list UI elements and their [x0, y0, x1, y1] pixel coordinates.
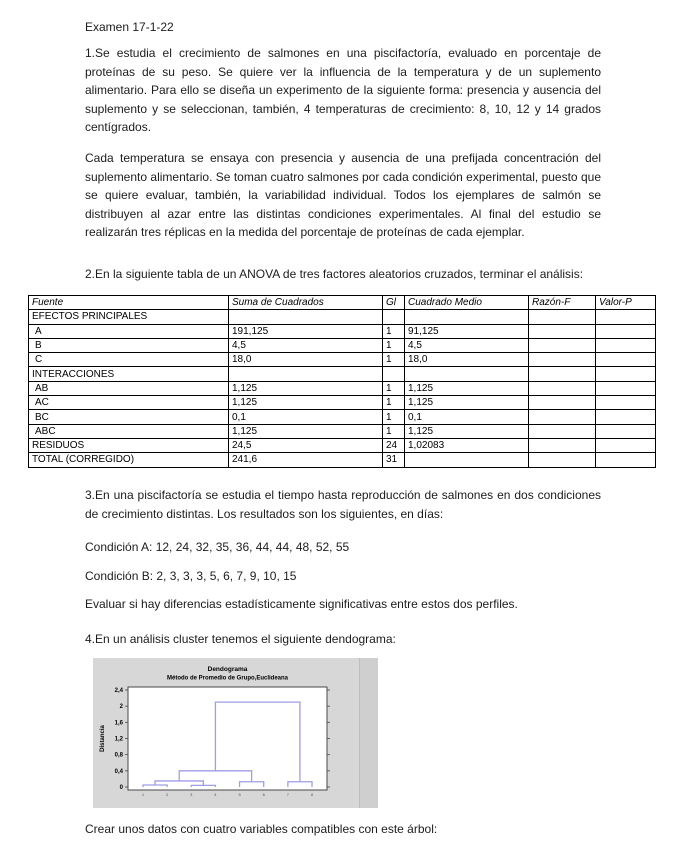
- y-tick-label: 2: [119, 704, 123, 711]
- table-row: [29, 453, 656, 467]
- q4-intro: 4.En un análisis cluster tenemos el siguiente dendograma:: [85, 632, 396, 646]
- table-cell: TOTAL (CORREGIDO): [29, 453, 229, 467]
- table-cell: 1,125: [229, 424, 383, 438]
- q1-paragraph-2: Cada temperatura se ensaya con presencia y ausencia de una prefijada concentración del suplemento alimentario. Se toman cuatro salmones por cada condición experimental, puesto que se quiere evaluar, también, la variabilidad individual. Todos los ejemplares de salmón se distribuyen al azar entre las distintas condiciones experimentales. Al final del estudio se realizarán tres réplicas en la medida del porcentaje de proteínas de cada ejemplar.: [85, 151, 601, 239]
- table-row: [29, 338, 656, 352]
- q3-condition-b: Condición B: 2, 3, 3, 3, 5, 6, 7, 9, 10, 15: [85, 569, 297, 583]
- table-cell: [529, 381, 596, 395]
- table-cell: 24,5: [229, 438, 383, 452]
- table-cell: [596, 424, 656, 438]
- table-row: [29, 324, 656, 338]
- chart-title: Dendograma: [207, 666, 248, 673]
- table-cell: [529, 324, 596, 338]
- table-cell: 1,125: [405, 381, 529, 395]
- table-cell: C: [29, 353, 229, 367]
- table-cell: [383, 310, 405, 324]
- table-cell: ABC: [29, 424, 229, 438]
- table-cell: [596, 310, 656, 324]
- table-row: [29, 396, 656, 410]
- figure-right-panel: [359, 658, 378, 808]
- anova-column-header: Gl: [383, 296, 405, 310]
- table-row: [29, 381, 656, 395]
- leaf-label: 2: [166, 792, 169, 797]
- anova-column-header: Fuente: [29, 296, 229, 310]
- table-cell: [529, 396, 596, 410]
- table-cell: AC: [29, 396, 229, 410]
- table-row: [29, 424, 656, 438]
- table-cell: 91,125: [405, 324, 529, 338]
- table-cell: [596, 338, 656, 352]
- q1-paragraph-1: 1.Se estudia el crecimiento de salmones en una piscifactoría, evaluado en porcentaje de proteínas de su peso. Se quiere ver la influencia de la temperatura y de un suplemento alimentario. Para ello se diseña un experimento de la siguiente forma: presencia y ausencia del suplemento y se seleccionan, también, 4 temperaturas de crecimiento: 8, 10, 12 y 14 grados centígrados.: [85, 46, 601, 134]
- table-cell: [405, 310, 529, 324]
- anova-column-header: Valor-P: [596, 296, 656, 310]
- table-cell: 1: [383, 410, 405, 424]
- table-cell: 1: [383, 396, 405, 410]
- table-row: [29, 438, 656, 452]
- table-cell: [405, 367, 529, 381]
- y-tick-label: 1,6: [114, 720, 123, 727]
- table-cell: 191,125: [229, 324, 383, 338]
- table-cell: 1: [383, 381, 405, 395]
- anova-column-header: Razón-F: [529, 296, 596, 310]
- y-tick-label: 0,4: [114, 768, 123, 775]
- leaf-label: 1: [141, 792, 145, 797]
- table-row: [29, 353, 656, 367]
- table-cell: BC: [29, 410, 229, 424]
- chart-subtitle: Método de Promedio de Grupo,Euclideana: [166, 675, 289, 682]
- leaf-label: 7: [286, 792, 289, 797]
- table-cell: 1: [383, 338, 405, 352]
- table-cell: 1,02083: [405, 438, 529, 452]
- table-cell: [529, 453, 596, 467]
- table-cell: B: [29, 338, 229, 352]
- y-tick-label: 0: [119, 785, 123, 791]
- table-cell: [529, 353, 596, 367]
- y-tick-label: 0,8: [114, 752, 123, 759]
- page-title: Examen 17-1-22: [85, 20, 174, 34]
- table-cell: 4,5: [229, 338, 383, 352]
- y-tick-label: 1,2: [114, 736, 123, 743]
- dendrogram-figure: [93, 658, 378, 808]
- table-cell: [596, 453, 656, 467]
- y-tick-label: 2,4: [114, 688, 123, 694]
- table-cell: [596, 324, 656, 338]
- q3-outro: Evaluar si hay diferencias estadísticamente significativas entre estos dos perfiles.: [85, 597, 518, 611]
- table-cell: 4,5: [405, 338, 529, 352]
- table-cell: INTERACCIONES: [29, 367, 229, 381]
- table-cell: [229, 310, 383, 324]
- table-cell: 1,125: [405, 396, 529, 410]
- q2-intro: 2.En la siguiente tabla de un ANOVA de tres factores aleatorios cruzados, terminar el análisis:: [85, 267, 584, 281]
- table-row: [29, 310, 656, 324]
- table-cell: 18,0: [405, 353, 529, 367]
- table-cell: [383, 367, 405, 381]
- table-cell: [529, 367, 596, 381]
- leaf-label: 6: [262, 792, 265, 797]
- y-axis-label: Distancia: [100, 725, 106, 752]
- table-cell: AB: [29, 381, 229, 395]
- table-cell: [529, 338, 596, 352]
- table-cell: RESIDUOS: [29, 438, 229, 452]
- table-cell: 0,1: [405, 410, 529, 424]
- table-cell: 31: [383, 453, 405, 467]
- table-cell: [596, 353, 656, 367]
- table-cell: 1: [383, 353, 405, 367]
- table-cell: [529, 310, 596, 324]
- table-cell: [596, 410, 656, 424]
- table-cell: 1: [383, 424, 405, 438]
- q4-outro: Crear unos datos con cuatro variables compatibles con este árbol:: [85, 822, 438, 836]
- table-cell: 0,1: [229, 410, 383, 424]
- table-cell: 1,125: [229, 396, 383, 410]
- table-row: [29, 410, 656, 424]
- table-row: [29, 367, 656, 381]
- anova-table: [28, 295, 656, 468]
- leaf-label: 3: [190, 792, 193, 797]
- q3-intro: 3.En una piscifactoría se estudia el tiempo hasta reproducción de salmones en dos condiciones de crecimiento distintas. Los resultados son los siguientes, en días:: [85, 488, 601, 521]
- table-cell: [529, 410, 596, 424]
- table-cell: 1: [383, 324, 405, 338]
- table-cell: EFECTOS PRINCIPALES: [29, 310, 229, 324]
- leaf-label: 8: [310, 792, 314, 797]
- table-cell: 241,6: [229, 453, 383, 467]
- table-cell: [529, 438, 596, 452]
- table-cell: [596, 367, 656, 381]
- dendrogram-chart: [93, 658, 378, 808]
- table-cell: 24: [383, 438, 405, 452]
- table-cell: 18,0: [229, 353, 383, 367]
- table-cell: [229, 367, 383, 381]
- q3-condition-a: Condición A: 12, 24, 32, 35, 36, 44, 44, 48, 52, 55: [85, 540, 350, 554]
- leaf-label: 5: [238, 792, 241, 797]
- anova-header-row: [29, 296, 656, 310]
- leaf-label: 4: [214, 792, 217, 797]
- table-cell: [596, 438, 656, 452]
- table-cell: A: [29, 324, 229, 338]
- table-cell: 1,125: [229, 381, 383, 395]
- table-cell: [405, 453, 529, 467]
- table-cell: [596, 396, 656, 410]
- anova-column-header: Suma de Cuadrados: [229, 296, 383, 310]
- table-cell: [529, 424, 596, 438]
- anova-table-container: [28, 295, 655, 468]
- anova-column-header: Cuadrado Medio: [405, 296, 529, 310]
- table-cell: [596, 381, 656, 395]
- table-cell: 1,125: [405, 424, 529, 438]
